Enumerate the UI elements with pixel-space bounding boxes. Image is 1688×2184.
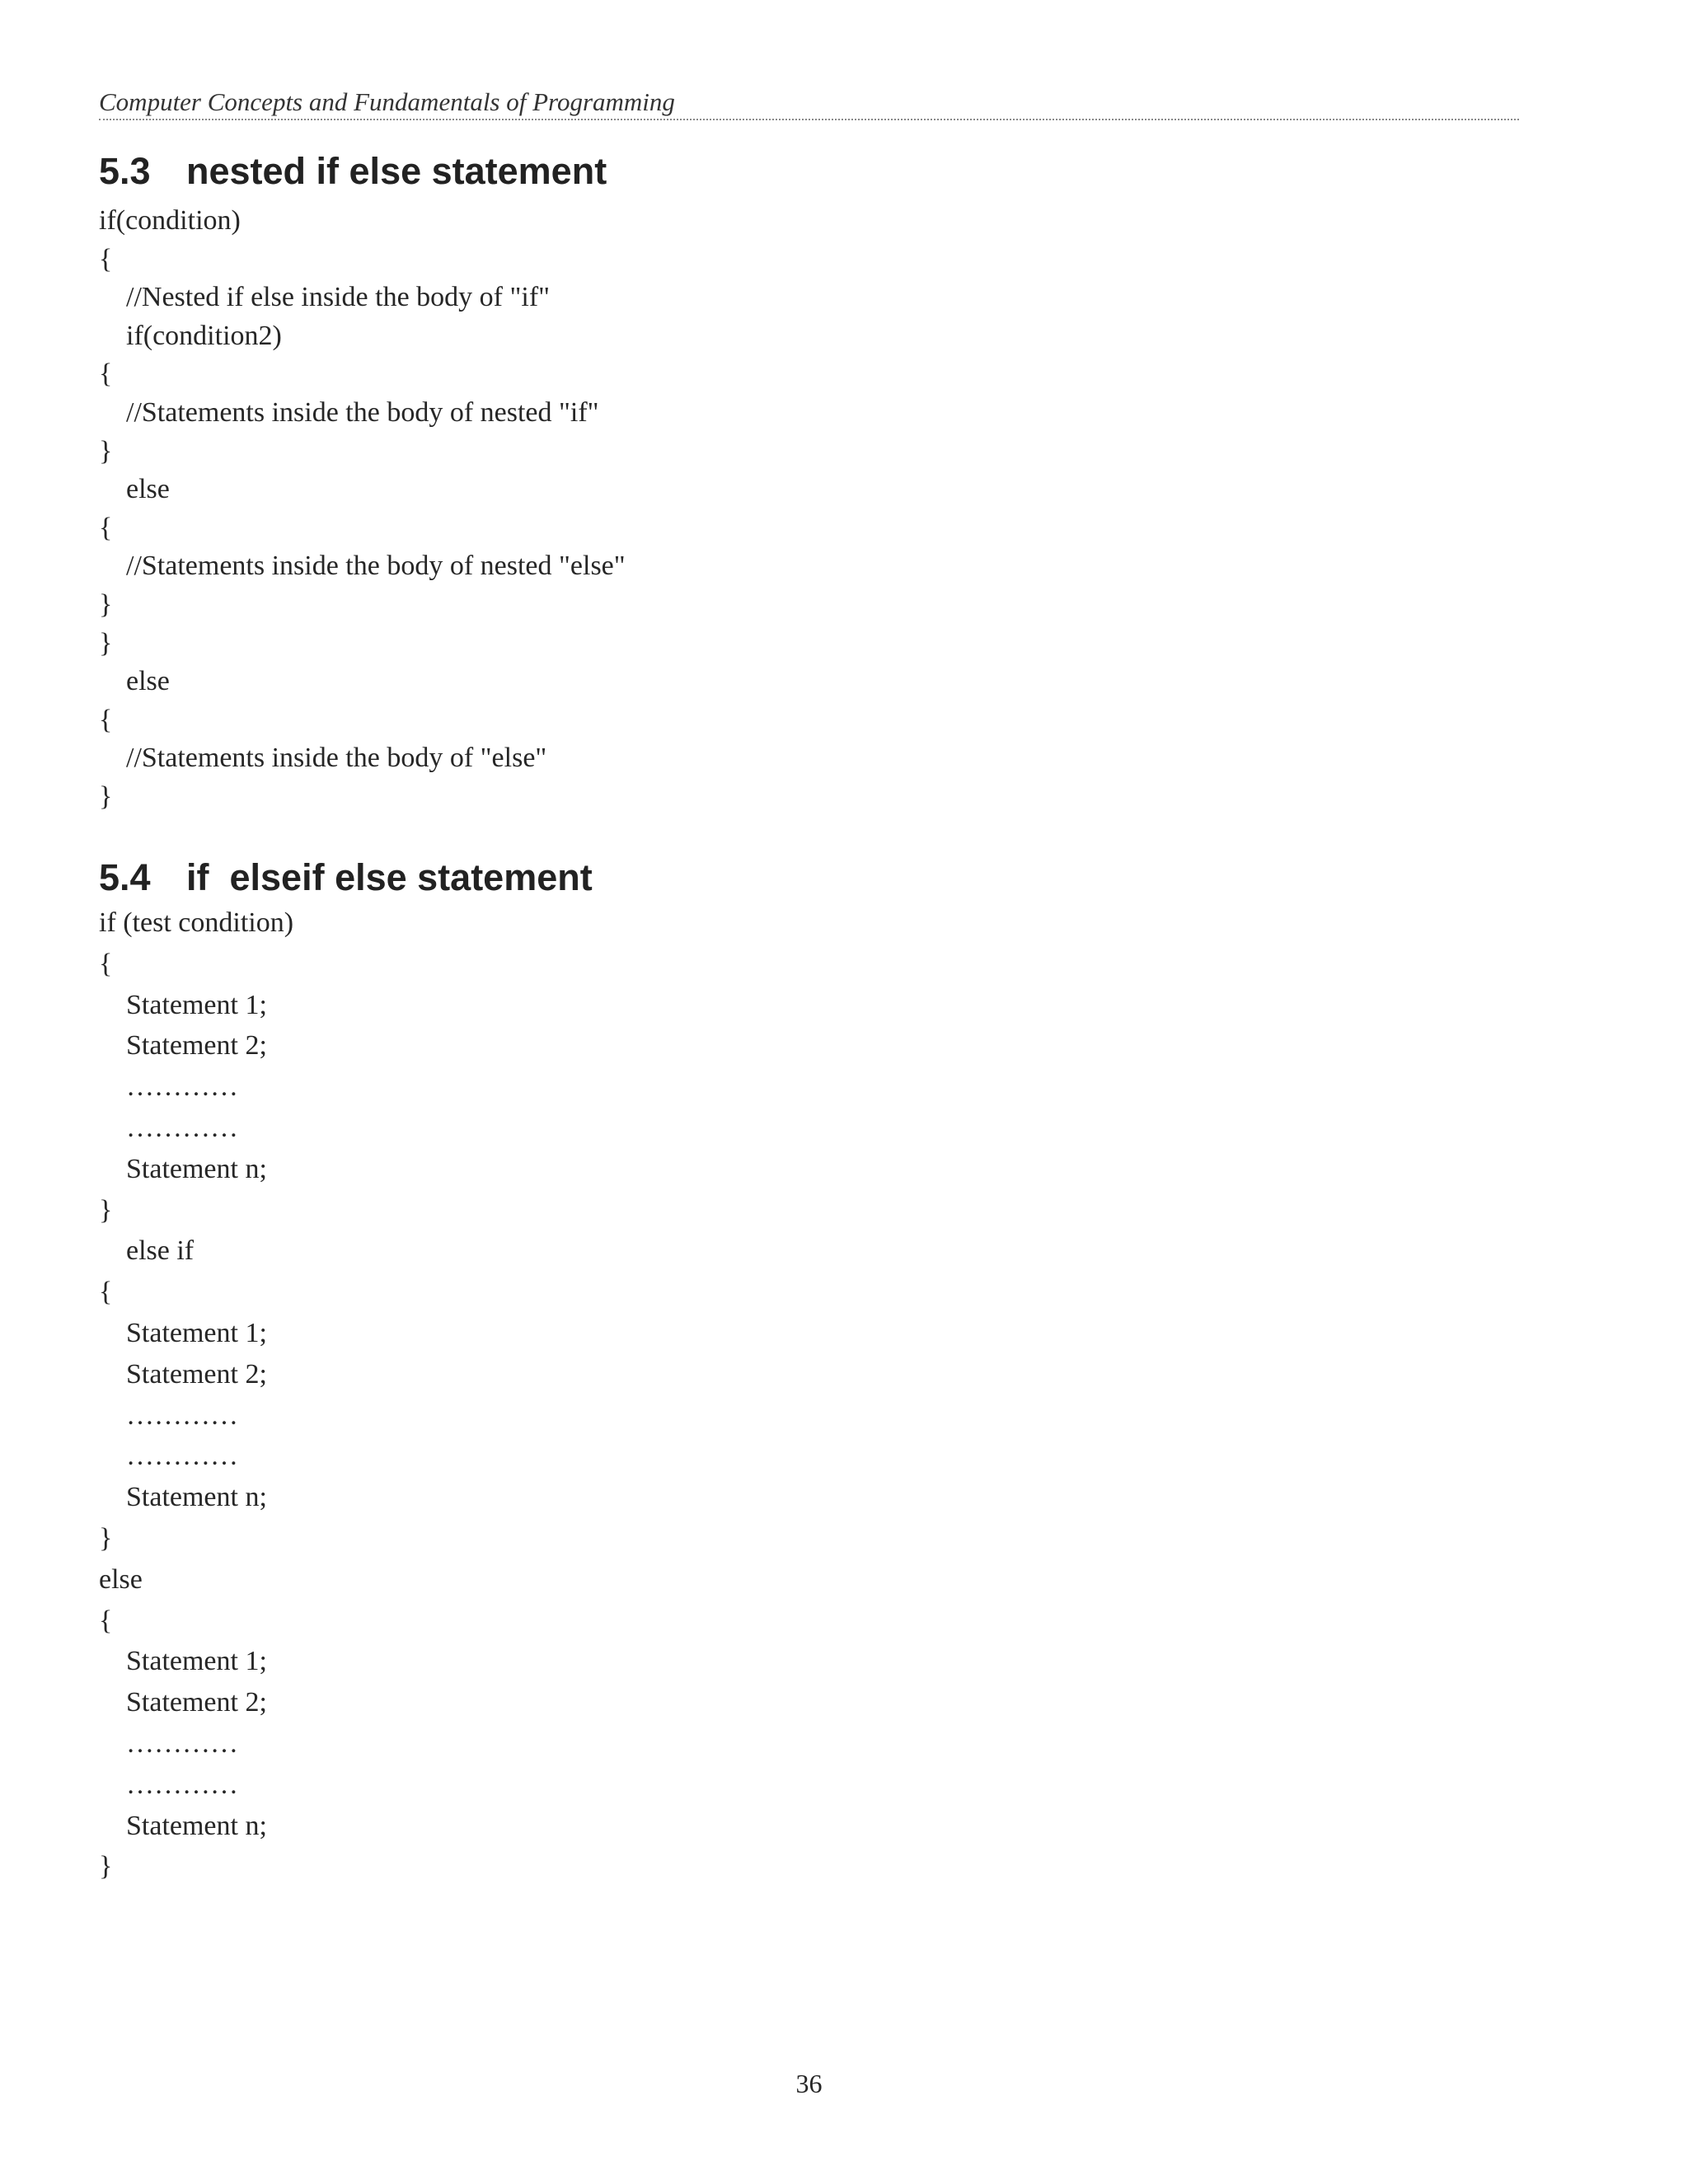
code-line: …………: [126, 1400, 238, 1431]
code-line: //Statements inside the body of nested "else": [126, 551, 626, 581]
code-line: Statement 2;: [126, 1687, 267, 1718]
code-line: //Nested if else inside the body of "if": [126, 282, 551, 312]
section-title: if elseif else statement: [186, 856, 593, 898]
code-line: …………: [126, 1728, 238, 1759]
code-line: }: [99, 589, 113, 620]
code-line: if(condition2): [126, 321, 282, 351]
code-line: else: [126, 474, 170, 504]
code-line: }: [99, 1195, 113, 1226]
code-line: …………: [126, 1769, 238, 1800]
code-line: else if: [126, 1235, 195, 1266]
code-line: }: [99, 1523, 113, 1554]
code-line: {: [99, 705, 113, 735]
code-line: }: [99, 628, 113, 658]
section-number: 5.3: [99, 150, 151, 192]
section-number: 5.4: [99, 856, 151, 898]
code-line: }: [99, 781, 113, 812]
code-line: Statement 2;: [126, 1030, 267, 1061]
code-line: Statement 1;: [126, 1646, 267, 1676]
section-heading-5-4: [99, 856, 593, 898]
page-number: 36: [795, 2069, 823, 2098]
code-line: Statement 1;: [126, 990, 267, 1020]
code-line: //Statements inside the body of "else": [126, 743, 547, 773]
code-line: else: [99, 1564, 143, 1595]
code-line: {: [99, 359, 113, 389]
section-title: nested if else statement: [186, 150, 607, 192]
code-line: Statement 1;: [126, 1318, 267, 1348]
running-header-title: Computer Concepts and Fundamentals of Programming: [99, 87, 675, 116]
code-line: Statement n;: [126, 1811, 267, 1841]
code-line: {: [99, 949, 113, 979]
section-heading-5-3: [99, 152, 607, 190]
code-line: Statement 2;: [126, 1359, 267, 1390]
code-line: {: [99, 513, 113, 543]
code-line: Statement n;: [126, 1482, 267, 1512]
code-line: if (test condition): [99, 907, 294, 938]
code-line: {: [99, 244, 113, 274]
code-line: }: [99, 436, 113, 466]
code-line: {: [99, 1277, 113, 1307]
code-line: if(condition): [99, 205, 241, 236]
code-line: {: [99, 1605, 113, 1636]
running-header: [99, 82, 1519, 120]
code-line: …………: [126, 1071, 238, 1102]
code-line: //Statements inside the body of nested "if": [126, 397, 599, 428]
code-line: Statement n;: [126, 1154, 267, 1184]
code-line: else: [126, 666, 170, 696]
code-line: }: [99, 1851, 113, 1882]
code-line: …………: [126, 1441, 238, 1471]
code-line: …………: [126, 1113, 238, 1143]
